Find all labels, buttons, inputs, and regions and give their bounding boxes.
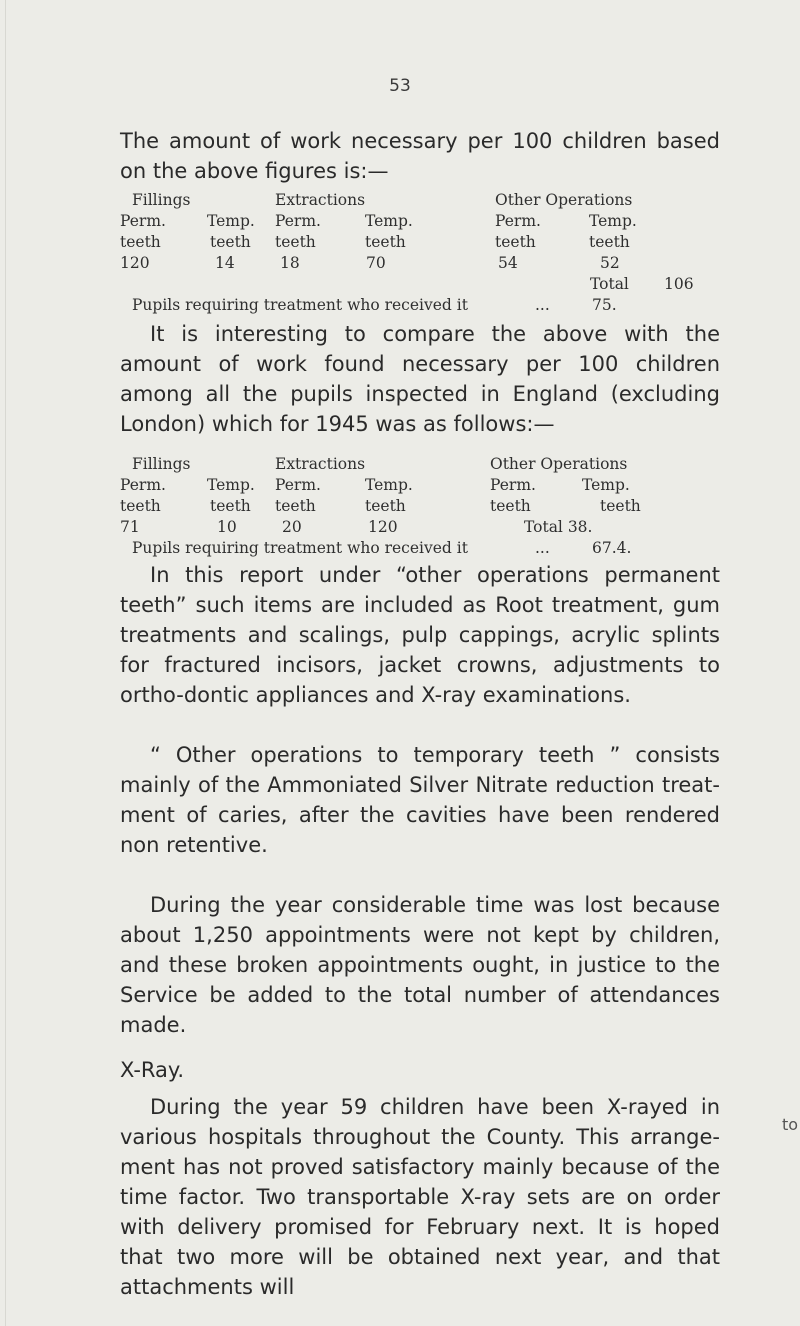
group-header-fillings: Fillings [132, 455, 191, 473]
group-header-fillings: Fillings [132, 191, 191, 209]
value-fillings-temp: 10 [217, 518, 237, 536]
pupils-value: 67.4. [592, 539, 632, 557]
section-heading-xray: X-Ray. [120, 1058, 185, 1082]
other-operations-temporary-paragraph: “ Other operations to temporary teeth ” consists mainly of the Ammoniated Silver Nitrate reduction treat-ment of caries, after the cavities have been rendered non retentive. [120, 743, 720, 857]
other-operations-permanent-paragraph: In this report under “other operations permanent teeth” such items are included as Root treatment, gum treatments and scalings, pulp cappings, acrylic splints for fractured incisors, jacket crowns, adjustments to ortho-dontic appliances and X-ray examinations. [120, 563, 720, 707]
subheader-temp: Temp. [365, 212, 413, 230]
pupils-row [122, 539, 722, 560]
page-number: 53 [389, 76, 411, 96]
subheader-teeth: teeth [495, 233, 536, 251]
subheader-temp: Temp. [582, 476, 630, 494]
table-total-row [122, 275, 722, 296]
group-header-other-operations: Other Operations [495, 191, 633, 209]
subheader-teeth: teeth [210, 233, 251, 251]
value-extractions-temp: 70 [366, 254, 386, 272]
handwritten-margin-note: to [782, 1115, 799, 1134]
pupils-value: 75. [592, 296, 617, 314]
comparison-paragraph: It is interesting to compare the above with the amount of work found necessary per 100 children among all the pupils inspected in England (excluding London) which for 1945 was as follows:— [120, 322, 720, 436]
table-subheader-row [122, 497, 722, 518]
subheader-teeth: teeth [490, 497, 531, 515]
subheader-temp: Temp. [365, 476, 413, 494]
dot-leader: ... [535, 539, 550, 557]
dot-leader: ... [535, 296, 550, 314]
subheader-perm: Perm. [120, 476, 166, 494]
subheader-teeth: teeth [120, 497, 161, 515]
subheader-perm: Perm. [490, 476, 536, 494]
group-header-extractions: Extractions [275, 191, 366, 209]
table-values-row [122, 254, 722, 275]
value-fillings-perm: 71 [120, 518, 140, 536]
group-header-extractions: Extractions [275, 455, 366, 473]
subheader-perm: Perm. [120, 212, 166, 230]
work-table-100-children [122, 191, 722, 317]
value-other-temp: 52 [600, 254, 620, 272]
table-group-header-row [122, 455, 722, 476]
table-group-header-row [122, 191, 722, 212]
subheader-teeth: teeth [365, 233, 406, 251]
pupils-label: Pupils requiring treatment who received it [132, 539, 468, 557]
subheader-temp: Temp. [207, 476, 255, 494]
total-label: Total [590, 275, 629, 293]
table-subheader-row [122, 233, 722, 254]
value-extractions-perm: 18 [280, 254, 300, 272]
subheader-temp: Temp. [207, 212, 255, 230]
subheader-teeth: teeth [275, 497, 316, 515]
subheader-teeth: teeth [589, 233, 630, 251]
subheader-teeth: teeth [600, 497, 641, 515]
table-values-row [122, 518, 722, 539]
group-header-other-operations: Other Operations [490, 455, 628, 473]
pupils-label: Pupils requiring treatment who received it [132, 296, 468, 314]
broken-appointments-paragraph: During the year considerable time was lost because about 1,250 appointments were not kept by children, and these broken appointments ought, in justice to the Service be added to the total number of attendances made. [120, 893, 720, 1037]
value-extractions-temp: 120 [368, 518, 398, 536]
value-extractions-perm: 20 [282, 518, 302, 536]
work-table-england-1945 [122, 455, 722, 560]
subheader-teeth: teeth [120, 233, 161, 251]
total-other-operations: Total 38. [524, 518, 593, 536]
total-value: 106 [664, 275, 694, 293]
subheader-teeth: teeth [210, 497, 251, 515]
intro-paragraph: The amount of work necessary per 100 children based on the above figures is:— [120, 129, 720, 183]
subheader-teeth: teeth [275, 233, 316, 251]
subheader-perm: Perm. [275, 212, 321, 230]
value-fillings-temp: 14 [215, 254, 235, 272]
page-edge [5, 0, 6, 1326]
value-fillings-perm: 120 [120, 254, 150, 272]
subheader-teeth: teeth [365, 497, 406, 515]
subheader-perm: Perm. [495, 212, 541, 230]
table-subheader-row [122, 476, 722, 497]
subheader-temp: Temp. [589, 212, 637, 230]
xray-paragraph: During the year 59 children have been X-rayed in various hospitals throughout the County. This arrange-ment has not proved satisfactory mainly because of the time factor. Two transportable X-ray sets are on order with delivery promised for February next. It is hoped that two more will be obtained next year, and that attachments will [120, 1095, 720, 1299]
value-other-perm: 54 [498, 254, 518, 272]
table-subheader-row [122, 212, 722, 233]
subheader-perm: Perm. [275, 476, 321, 494]
pupils-row [122, 296, 722, 317]
